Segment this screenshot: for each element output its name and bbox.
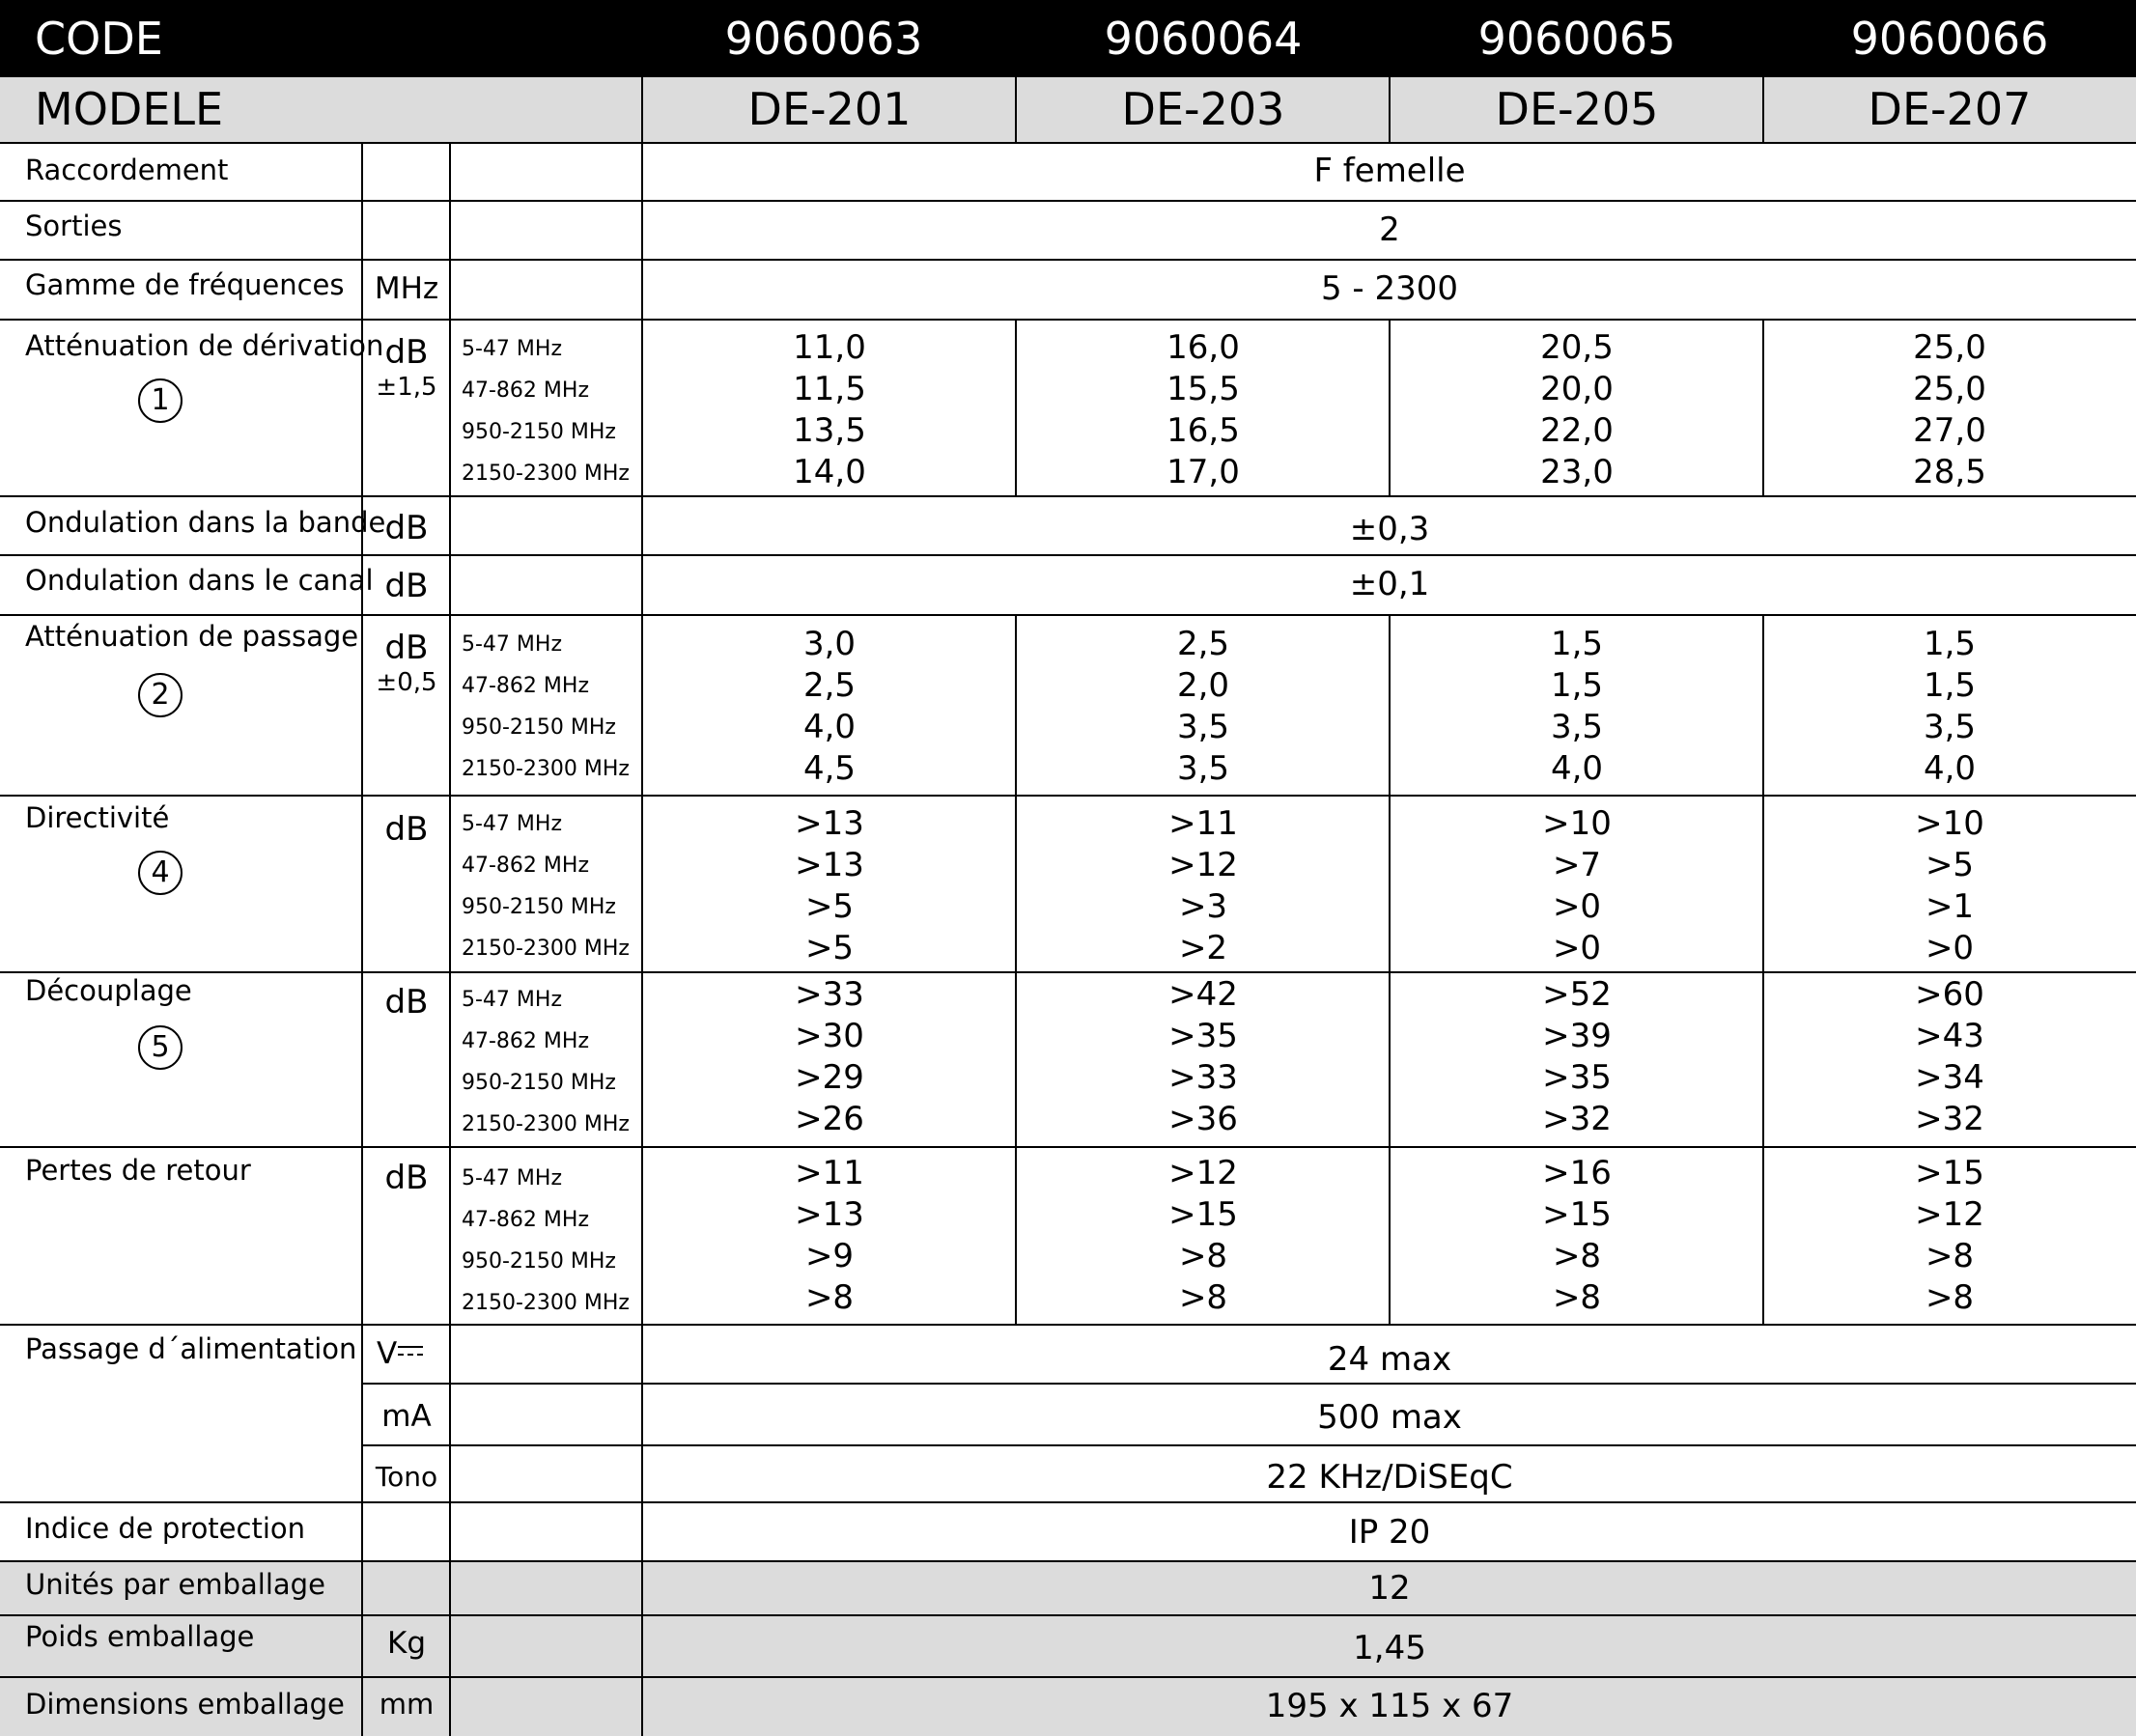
attenuation-passage-value: 4,5	[802, 749, 857, 788]
decouplage-unit: dB	[384, 983, 429, 1022]
band-label: 5-47 MHz	[462, 1166, 562, 1190]
decouplage-value: >33	[795, 975, 864, 1014]
band-label: 2150-2300 MHz	[462, 1291, 630, 1315]
ondulation-canal-value: ±0,1	[1349, 565, 1430, 603]
directivite-label: Directivité	[25, 801, 170, 834]
ondulation-bande-unit: dB	[384, 509, 429, 547]
band-label: 2150-2300 MHz	[462, 1112, 630, 1136]
attenuation-derivation-value: 16,5	[1166, 411, 1240, 450]
row-divider	[361, 1444, 2136, 1446]
pertes-retour-value: >8	[1178, 1278, 1228, 1317]
attenuation-derivation-value: 27,0	[1913, 411, 1986, 450]
decouplage-value: >42	[1168, 975, 1238, 1014]
band-label: 47-862 MHz	[462, 1029, 589, 1053]
attenuation-passage-value: 1,5	[1550, 666, 1604, 705]
pertes-retour-value: >13	[795, 1195, 864, 1234]
attenuation-derivation-value: 11,0	[793, 328, 866, 367]
attenuation-derivation-value: 28,5	[1913, 453, 1986, 491]
pertes-retour-value: >9	[804, 1237, 855, 1275]
directivite-value: >5	[1925, 846, 1975, 884]
attenuation-passage-value: 4,0	[1550, 749, 1604, 788]
row-divider	[0, 142, 2136, 144]
attenuation-derivation-value: 11,5	[793, 370, 866, 408]
attenuation-passage-value: 3,5	[1176, 708, 1230, 746]
band-label: 47-862 MHz	[462, 378, 589, 403]
row-divider	[361, 1383, 2136, 1385]
row-divider	[0, 1324, 2136, 1326]
attenuation-derivation-value: 13,5	[793, 411, 866, 450]
directivite-value: >7	[1552, 846, 1602, 884]
directivite-value: >2	[1178, 929, 1228, 967]
band-label: 47-862 MHz	[462, 1208, 589, 1232]
marker-5: 5	[138, 1025, 183, 1070]
dimensions-value: 195 x 115 x 67	[1265, 1687, 1514, 1725]
pertes-retour-value: >8	[1178, 1237, 1228, 1275]
row-divider	[0, 1501, 2136, 1503]
directivite-value: >0	[1925, 929, 1975, 967]
pertes-retour-value: >8	[1925, 1237, 1975, 1275]
row-divider	[0, 1560, 2136, 1562]
poids-label: Poids emballage	[25, 1620, 255, 1653]
alimentation-label: Passage d´alimentation	[25, 1332, 357, 1365]
row-divider	[0, 319, 2136, 321]
pertes-retour-value: >11	[795, 1154, 864, 1192]
band-label: 5-47 MHz	[462, 812, 562, 836]
dimensions-unit: mm	[379, 1688, 435, 1721]
attenuation-derivation-value: 17,0	[1166, 453, 1240, 491]
alimentation-unit-volt	[377, 1336, 423, 1371]
model-de-203: DE-203	[1121, 83, 1285, 135]
directivite-value: >0	[1552, 929, 1602, 967]
pertes-retour-value: >12	[1168, 1154, 1238, 1192]
decouplage-value: >34	[1915, 1058, 1984, 1097]
band-label: 950-2150 MHz	[462, 420, 616, 444]
attenuation-derivation-value: 14,0	[793, 453, 866, 491]
alimentation-unit-ma: mA	[381, 1399, 432, 1434]
decouplage-value: >32	[1915, 1100, 1984, 1138]
dimensions-label: Dimensions emballage	[25, 1688, 345, 1721]
row-divider	[0, 554, 2136, 556]
band-label: 47-862 MHz	[462, 854, 589, 878]
attenuation-passage-value: 2,5	[802, 666, 857, 705]
attenuation-derivation-label: Atténuation de dérivation	[25, 329, 384, 362]
unites-label: Unités par emballage	[25, 1568, 325, 1601]
sorties-value: 2	[1379, 210, 1400, 249]
volt-unit: V	[377, 1336, 398, 1371]
col-divider	[1762, 77, 1764, 143]
code-label: CODE	[35, 13, 163, 65]
pertes-retour-value: >8	[1552, 1278, 1602, 1317]
attenuation-passage-value: 2,5	[1176, 625, 1230, 663]
raccordement-value: F femelle	[1313, 152, 1466, 190]
ondulation-canal-label: Ondulation dans le canal	[25, 564, 374, 597]
poids-value: 1,45	[1353, 1629, 1426, 1667]
band-label: 5-47 MHz	[462, 988, 562, 1012]
directivite-value: >10	[1542, 804, 1612, 843]
raccordement-label: Raccordement	[25, 154, 229, 186]
gamme-label: Gamme de fréquences	[25, 268, 345, 301]
directivite-value: >0	[1552, 887, 1602, 926]
model-label: MODELE	[35, 83, 224, 135]
directivite-unit: dB	[384, 810, 429, 849]
band-label: 2150-2300 MHz	[462, 757, 630, 781]
attenuation-passage-value: 1,5	[1923, 625, 1977, 663]
band-label: 2150-2300 MHz	[462, 937, 630, 961]
band-label: 950-2150 MHz	[462, 1249, 616, 1274]
decouplage-value: >26	[795, 1100, 864, 1138]
ondulation-canal-unit: dB	[384, 567, 429, 605]
attenuation-derivation-value: 22,0	[1540, 411, 1614, 450]
code-9060064: 9060064	[1104, 13, 1303, 65]
decouplage-value: >39	[1542, 1017, 1612, 1055]
directivite-value: >3	[1178, 887, 1228, 926]
attenuation-derivation-value: 16,0	[1166, 328, 1240, 367]
marker-1: 1	[138, 378, 183, 423]
attenuation-derivation-value: 20,0	[1540, 370, 1614, 408]
decouplage-value: >35	[1168, 1017, 1238, 1055]
alimentation-value-ma: 500 max	[1317, 1398, 1462, 1437]
pertes-retour-value: >8	[1552, 1237, 1602, 1275]
pertes-retour-value: >8	[804, 1278, 855, 1317]
directivite-value: >10	[1915, 804, 1984, 843]
attenuation-derivation-tolerance: ±1,5	[376, 373, 437, 402]
decouplage-value: >32	[1542, 1100, 1612, 1138]
attenuation-passage-value: 1,5	[1923, 666, 1977, 705]
directivite-value: >11	[1168, 804, 1238, 843]
row-divider	[0, 200, 2136, 202]
model-de-205: DE-205	[1495, 83, 1659, 135]
attenuation-derivation-value: 15,5	[1166, 370, 1240, 408]
pertes-retour-value: >15	[1542, 1195, 1612, 1234]
row-divider	[0, 495, 2136, 497]
directivite-value: >13	[795, 846, 864, 884]
attenuation-passage-tolerance: ±0,5	[376, 668, 437, 697]
band-label: 950-2150 MHz	[462, 895, 616, 919]
directivite-value: >12	[1168, 846, 1238, 884]
decouplage-value: >30	[795, 1017, 864, 1055]
pertes-retour-label: Pertes de retour	[25, 1154, 251, 1187]
decouplage-value: >33	[1168, 1058, 1238, 1097]
decouplage-value: >60	[1915, 975, 1984, 1014]
ondulation-bande-value: ±0,3	[1349, 510, 1430, 548]
attenuation-passage-value: 1,5	[1550, 625, 1604, 663]
attenuation-derivation-unit: dB	[384, 333, 429, 372]
row-divider	[0, 971, 2136, 973]
alimentation-value-volt: 24 max	[1327, 1340, 1452, 1379]
alimentation-value-tono: 22 KHz/DiSEqC	[1266, 1458, 1513, 1497]
decouplage-value: >43	[1915, 1017, 1984, 1055]
decouplage-label: Découplage	[25, 974, 192, 1007]
attenuation-passage-label: Atténuation de passage	[25, 620, 359, 653]
dc-symbol-icon	[398, 1346, 423, 1359]
poids-unit: Kg	[386, 1626, 426, 1661]
band-label: 2150-2300 MHz	[462, 462, 630, 486]
attenuation-passage-value: 4,0	[802, 708, 857, 746]
gamme-value: 5 - 2300	[1320, 269, 1459, 308]
model-de-201: DE-201	[747, 83, 912, 135]
row-divider	[0, 1146, 2136, 1148]
directivite-value: >5	[804, 887, 855, 926]
attenuation-passage-value: 3,0	[802, 625, 857, 663]
attenuation-passage-value: 3,5	[1923, 708, 1977, 746]
attenuation-passage-value: 3,5	[1550, 708, 1604, 746]
pertes-retour-value: >15	[1915, 1154, 1984, 1192]
pertes-retour-value: >15	[1168, 1195, 1238, 1234]
attenuation-passage-value: 3,5	[1176, 749, 1230, 788]
decouplage-value: >52	[1542, 975, 1612, 1014]
band-label: 5-47 MHz	[462, 337, 562, 361]
pertes-retour-unit: dB	[384, 1159, 429, 1197]
band-label: 5-47 MHz	[462, 632, 562, 657]
decouplage-value: >35	[1542, 1058, 1612, 1097]
sorties-label: Sorties	[25, 210, 123, 242]
col-divider	[1015, 77, 1017, 143]
unites-value: 12	[1368, 1569, 1411, 1608]
model-de-207: DE-207	[1868, 83, 2032, 135]
ondulation-bande-label: Ondulation dans la bande	[25, 506, 386, 539]
pertes-retour-value: >16	[1542, 1154, 1612, 1192]
row-divider	[0, 259, 2136, 261]
directivite-value: >1	[1925, 887, 1975, 926]
attenuation-derivation-value: 23,0	[1540, 453, 1614, 491]
attenuation-derivation-value: 25,0	[1913, 370, 1986, 408]
alimentation-unit-tono: Tono	[375, 1461, 438, 1493]
decouplage-value: >36	[1168, 1100, 1238, 1138]
protection-value: IP 20	[1348, 1513, 1431, 1552]
code-9060066: 9060066	[1850, 13, 2049, 65]
pertes-retour-value: >8	[1925, 1278, 1975, 1317]
decouplage-value: >29	[795, 1058, 864, 1097]
attenuation-passage-unit: dB	[384, 629, 429, 667]
band-label: 950-2150 MHz	[462, 1071, 616, 1095]
col-divider	[1389, 77, 1391, 143]
attenuation-passage-value: 2,0	[1176, 666, 1230, 705]
gamme-unit: MHz	[374, 271, 439, 306]
band-label: 950-2150 MHz	[462, 715, 616, 740]
directivite-value: >13	[795, 804, 864, 843]
row-divider	[0, 614, 2136, 616]
pertes-retour-value: >12	[1915, 1195, 1984, 1234]
row-divider	[0, 1676, 2136, 1678]
attenuation-passage-value: 4,0	[1923, 749, 1977, 788]
attenuation-derivation-value: 20,5	[1540, 328, 1614, 367]
row-divider	[0, 795, 2136, 797]
marker-4: 4	[138, 851, 183, 895]
code-9060065: 9060065	[1477, 13, 1676, 65]
attenuation-derivation-value: 25,0	[1913, 328, 1986, 367]
band-label: 47-862 MHz	[462, 674, 589, 698]
directivite-value: >5	[804, 929, 855, 967]
marker-2: 2	[138, 673, 183, 717]
protection-label: Indice de protection	[25, 1512, 306, 1545]
row-divider	[0, 1614, 2136, 1616]
code-9060063: 9060063	[724, 13, 923, 65]
